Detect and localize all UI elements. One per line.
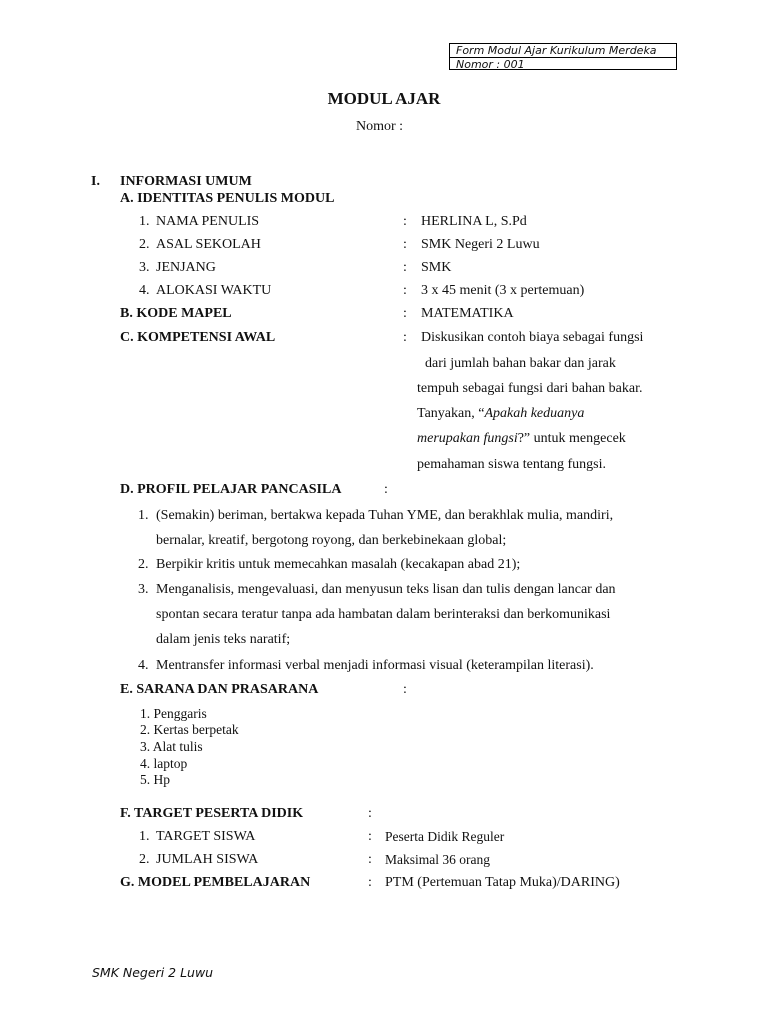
- kompetensi-line: [417, 406, 584, 422]
- italic-question: Apakah keduanya: [484, 406, 585, 421]
- colon: :: [403, 306, 407, 321]
- sarana-item: 3. Alat tulis: [140, 739, 203, 754]
- kompetensi-line: tempuh sebagai fungsi dari bahan bakar.: [417, 381, 643, 396]
- field-value: HERLINA L, S.Pd: [421, 214, 527, 229]
- sarana-item: 1. Penggaris: [140, 706, 207, 721]
- item-number: 2.: [138, 557, 149, 572]
- field-label: JENJANG: [156, 260, 216, 275]
- kompetensi-line: Diskusikan contoh biaya sebagai fungsi: [421, 330, 644, 345]
- form-info-box: [449, 43, 677, 70]
- field-label: JUMLAH SISWA: [156, 852, 259, 867]
- model-pembelajaran-value: PTM (Pertemuan Tatap Muka)/DARING): [385, 875, 620, 890]
- heading-model-pembelajaran: G. MODEL PEMBELAJARAN: [120, 875, 311, 890]
- colon: :: [368, 829, 372, 844]
- field-value: SMK: [421, 260, 452, 275]
- colon: :: [403, 330, 407, 345]
- heading-kode-mapel: B. KODE MAPEL: [120, 306, 232, 321]
- kode-mapel-value: MATEMATIKA: [421, 306, 514, 321]
- item-number: 1.: [138, 508, 149, 523]
- list-text: bernalar, kreatif, bergotong royong, dan berkebinekaan global;: [156, 533, 507, 548]
- heading-target-peserta: F. TARGET PESERTA DIDIK: [120, 806, 304, 821]
- sarana-item: 2. Kertas berpetak: [140, 722, 239, 737]
- list-text: dalam jenis teks naratif;: [156, 632, 291, 647]
- field-value: SMK Negeri 2 Luwu: [421, 237, 540, 252]
- colon: :: [368, 875, 372, 890]
- kompetensi-line: pemahaman siswa tentang fungsi.: [417, 457, 606, 472]
- colon: :: [368, 852, 372, 867]
- form-number: Nomor : 001: [456, 58, 525, 71]
- sarana-item: 5. Hp: [140, 772, 170, 787]
- item-number: 4.: [138, 658, 149, 673]
- field-label: ALOKASI WAKTU: [156, 283, 272, 298]
- list-text: Berpikir kritis untuk memecahkan masalah (kecakapan abad 21);: [156, 557, 521, 572]
- list-text: Menganalisis, mengevaluasi, dan menyusun teks lisan dan tulis dengan lancar dan: [156, 582, 616, 597]
- colon: :: [403, 260, 407, 275]
- item-number: 3.: [139, 260, 150, 275]
- heading-kompetensi-awal: C. KOMPETENSI AWAL: [120, 330, 276, 345]
- section-title: INFORMASI UMUM: [120, 174, 252, 189]
- item-number: 1.: [139, 214, 150, 229]
- heading-sarana-prasarana: E. SARANA DAN PRASARANA: [120, 682, 319, 697]
- list-text: Mentransfer informasi verbal menjadi informasi visual (keterampilan literasi).: [156, 658, 594, 673]
- form-title: Form Modul Ajar Kurikulum Merdeka: [450, 44, 676, 58]
- list-text: (Semakin) beriman, bertakwa kepada Tuhan YME, dan berakhlak mulia, mandiri,: [156, 508, 614, 523]
- kompetensi-line: [417, 431, 626, 447]
- document-title: MODUL AJAR: [327, 89, 441, 108]
- item-number: 4.: [139, 283, 150, 298]
- item-number: 2.: [139, 852, 150, 867]
- list-text: spontan secara teratur tanpa ada hambatan dalam berinteraksi dan berkomunikasi: [156, 607, 611, 622]
- colon: :: [403, 283, 407, 298]
- nomor-label: Nomor :: [356, 119, 404, 134]
- field-value: Maksimal 36 orang: [385, 852, 490, 867]
- item-number: 1.: [139, 829, 150, 844]
- colon: :: [403, 237, 407, 252]
- heading-profil-pancasila: D. PROFIL PELAJAR PANCASILA: [120, 482, 342, 497]
- colon: :: [384, 482, 388, 497]
- italic-question: merupakan fungsi: [417, 431, 518, 446]
- field-label: TARGET SISWA: [156, 829, 256, 844]
- field-value: Peserta Didik Reguler: [385, 829, 505, 844]
- text-run: Tanyakan, “: [417, 406, 485, 421]
- field-value: 3 x 45 menit (3 x pertemuan): [421, 283, 585, 298]
- colon: :: [368, 806, 372, 821]
- text-run: ?” untuk mengecek: [517, 431, 626, 446]
- colon: :: [403, 214, 407, 229]
- heading-identitas: A. IDENTITAS PENULIS MODUL: [120, 191, 335, 206]
- item-number: 3.: [138, 582, 149, 597]
- sarana-item: 4. laptop: [140, 756, 188, 771]
- colon: :: [403, 682, 407, 697]
- item-number: 2.: [139, 237, 150, 252]
- field-label: ASAL SEKOLAH: [156, 237, 261, 252]
- page-footer: SMK Negeri 2 Luwu: [92, 965, 214, 980]
- field-label: NAMA PENULIS: [156, 214, 260, 229]
- section-number: I.: [91, 174, 100, 189]
- kompetensi-line: dari jumlah bahan bakar dan jarak: [425, 356, 616, 371]
